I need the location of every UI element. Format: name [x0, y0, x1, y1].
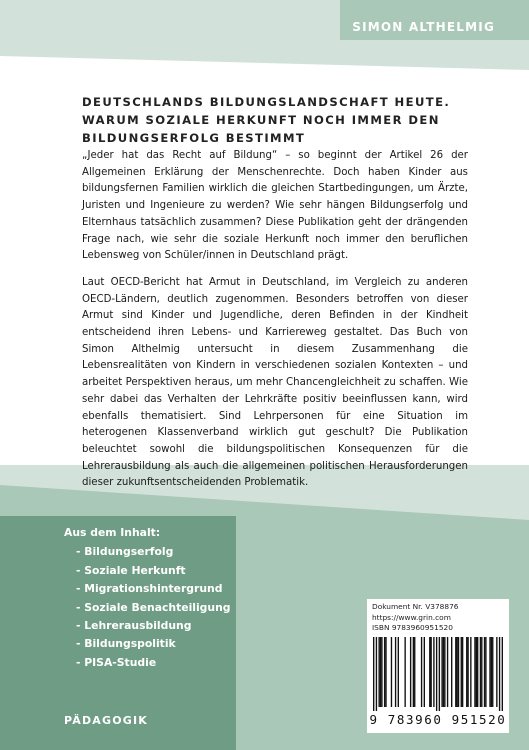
barcode-bar [373, 637, 374, 711]
barcode-bar [429, 637, 430, 707]
barcode-bar [458, 637, 459, 707]
barcode-bar [439, 637, 440, 711]
barcode-bar [462, 637, 463, 707]
contents-item: - Bildungspolitik [76, 637, 176, 651]
barcode-bar [421, 637, 422, 707]
barcode-bar [384, 637, 385, 707]
barcode-bar [447, 637, 448, 707]
barcode-bar [430, 637, 431, 707]
barcode-digits: 9 783960 951520 [369, 712, 507, 727]
category-label: PÄDAGOGIK [64, 714, 149, 727]
barcode-bar [481, 637, 482, 707]
barcode-bar [480, 637, 481, 707]
barcode-box [367, 599, 509, 733]
blurb [82, 148, 468, 502]
contents-item: - Soziale Benachteiligung [76, 600, 231, 614]
barcode-bar [456, 637, 457, 707]
contents-item: - Migrationshintergrund [76, 582, 223, 596]
barcode-bar [391, 637, 392, 707]
barcode-bar [489, 637, 490, 707]
publisher-url: https://www.grin.com [372, 612, 451, 622]
contents-item: - Soziale Herkunft [76, 563, 186, 577]
barcode-bar [381, 637, 382, 707]
barcode-bar [441, 637, 442, 707]
barcode-bar [461, 637, 462, 707]
barcode-bar [410, 637, 411, 707]
barcode-bar [451, 637, 452, 707]
barcode-bar [378, 637, 379, 707]
barcode-bar [496, 637, 497, 707]
barcode-bar [491, 637, 492, 707]
barcode-bar [476, 637, 477, 707]
barcode-bar [424, 637, 425, 707]
document-info [372, 602, 458, 634]
barcode-bar [455, 637, 456, 707]
barcode-bar [385, 637, 386, 707]
contents-list [64, 524, 231, 672]
barcode-bar [474, 637, 475, 707]
title-line: WARUM SOZIALE HERKUNFT NOCH IMMER DEN [82, 113, 440, 127]
barcode-bar [414, 637, 415, 707]
barcode-bar [492, 637, 493, 707]
blurb-paragraph: „Jeder hat das Recht auf Bildung“ – so beginnt der Artikel 26 der Allgemeinen Erklärung der Menschenrechte. Doch haben Kinder aus bildungsfernen Familien wirklich die gleichen Startbedingungen, um Ärzte, Juristen und Ingenieure zu werden? Wie sehr hängen Bildungserfolg und Elternhaus tatsächlich zusammen? Diese Publikation geht der drängenden Frage nach, wie sehr die soziale Herkunft noch immer den beruflichen Lebensweg von Schüler/innen in Deutschland prägt. [82, 150, 468, 262]
contents-item: - PISA-Studie [76, 655, 157, 669]
document-number: Dokument Nr. V378876 [372, 602, 459, 611]
barcode-bar [398, 637, 399, 707]
barcode-bar [502, 637, 503, 711]
author-name: SIMON ALTHELMIG [352, 20, 495, 34]
isbn: ISBN 9783960951520 [372, 623, 453, 633]
contents-item: - Lehrerausbildung [76, 619, 192, 633]
barcode-bar [436, 637, 437, 711]
barcode-bar [433, 637, 434, 707]
barcode-bar [413, 637, 414, 707]
blurb-paragraph: Laut OECD-Bericht hat Armut in Deutschland, im Vergleich zu anderen OECD-Ländern, deutlich zugenommen. Besonders betroffen von dieser Armut sind Kinder und Jugendliche, deren Befinden in der Kindheit entscheidend ihren Lebens- und Karriereweg gestaltet. Das Buch von Simon Althelmig untersucht in diesem Zusammenhang die Lebensrealitäten von Kindern in verschiedenen sozialen Kontexten – und arbeitet Perspektiven heraus, um mehr Chancengleichheit zu schaffen. Wie sehr dabei das Verhalten der Lehrkräfte positiv beeinflussen kann, wird ebenfalls thematisiert. Sind Lehrpersonen für eine Situation im heterogenen Klassenverband wirklich gut geschult? Die Publikation beleuchtet sowohl die bildungspolitischen Konsequenzen für die Lehrerausbildung als auch die allgemeinen politischen Herausforderungen dieser zukunftsentscheidenden Problematik. [82, 276, 468, 489]
contents-heading: Aus dem Inhalt: [64, 526, 161, 539]
barcode-bar [499, 637, 500, 711]
title-line: DEUTSCHLANDS BILDUNGSLANDSCHAFT HEUTE. [82, 95, 451, 109]
barcode-bar [467, 637, 468, 707]
book-title [82, 93, 482, 147]
barcode-icon [373, 637, 503, 711]
barcode-bar [477, 637, 478, 707]
barcode-bar [484, 637, 485, 707]
barcode-bar [470, 637, 471, 707]
barcode-bar [485, 637, 486, 707]
barcode-bar [404, 637, 405, 707]
barcode-bar [395, 637, 396, 707]
barcode-bar [466, 637, 467, 707]
barcode-bar [380, 637, 381, 707]
barcode-bar [443, 637, 444, 707]
contents-item: - Bildungserfolg [76, 545, 174, 559]
barcode-bar [376, 637, 377, 711]
barcode-bar [444, 637, 445, 707]
title-line: BILDUNGSERFOLG BESTIMMT [82, 131, 306, 145]
